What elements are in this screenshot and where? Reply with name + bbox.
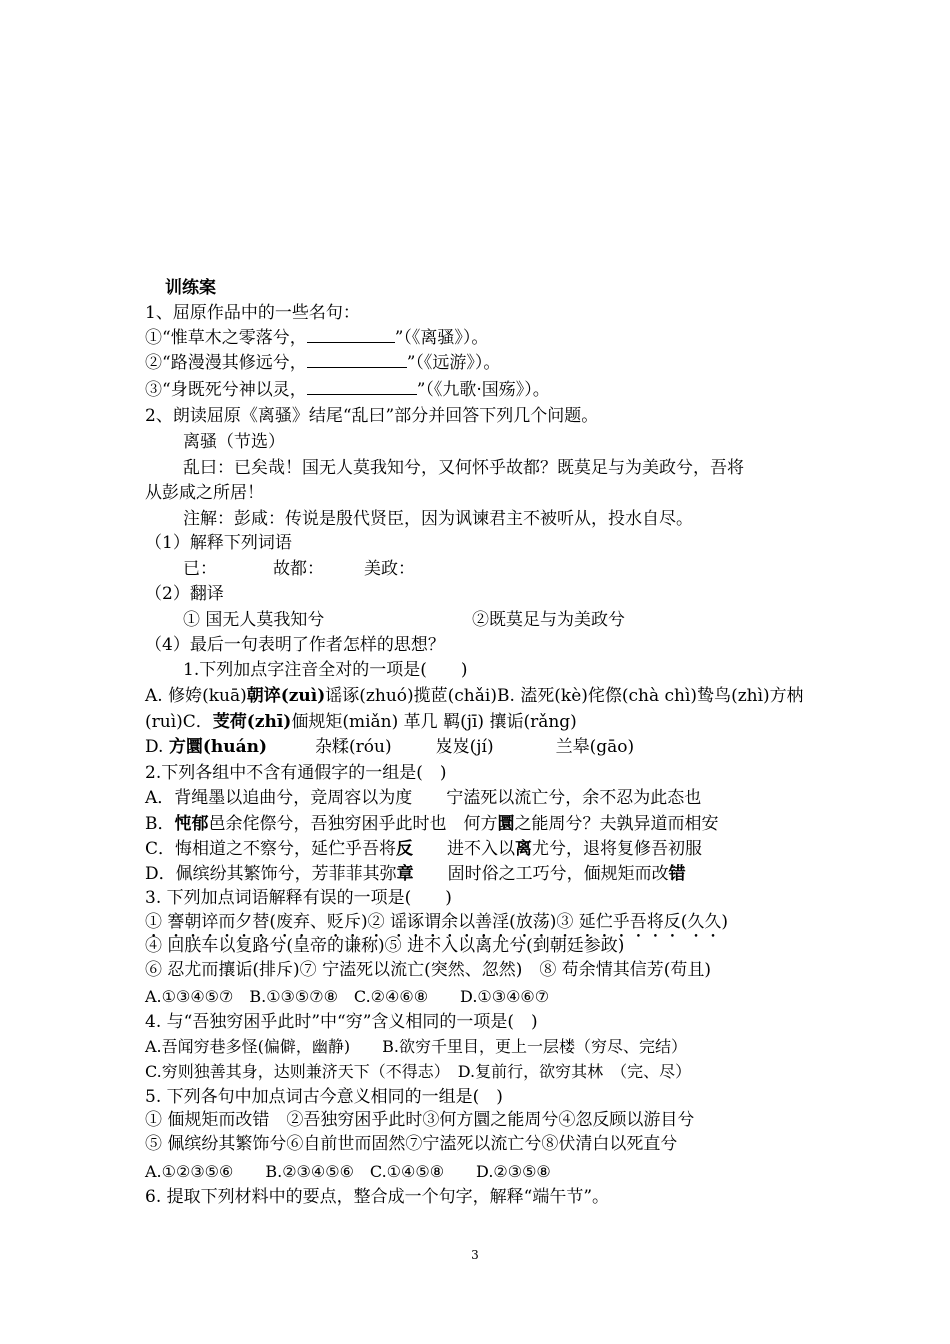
- q1-line-1-text: ①“惟草木之零落兮，: [145, 328, 307, 348]
- m4-line-2: C.穷则独善其身，达则兼济天下（不得志） D.复前行，欲穷其林 （完、尽）: [145, 1062, 692, 1081]
- m1-d-bold: 方圜(huán): [168, 737, 268, 757]
- m2-b-text: 邑余侘傺兮，吾独穷困乎此时也 何方: [208, 814, 498, 834]
- m2-option-a: A．背绳墨以追曲兮，竞周容以为度 宁溘死以流亡兮，余不忍为此态也: [145, 788, 702, 808]
- q1-line-2: [145, 351, 500, 375]
- m1-c-bold: 芰荷(zhī): [212, 712, 292, 732]
- q2-part-4: （4）最后一句表明了作者怎样的思想？: [145, 635, 445, 655]
- m3-options: A.①③④⑤⑦ B.①③⑤⑦⑧ C.②④⑥⑧ D.①③④⑥⑦: [145, 987, 550, 1006]
- m2-b-label: B．: [145, 814, 175, 834]
- q2-part-1: （1）解释下列词语: [145, 533, 292, 553]
- passage-note: 注解：彭咸：传说是殷代贤臣，因为讽谏君主不被听从，投水自尽。: [183, 509, 693, 529]
- word-gudu: 故都：: [273, 559, 324, 579]
- fill-blank-1[interactable]: [307, 326, 395, 343]
- m5-line-2: ⑤ 佩缤纷其繁饰兮⑥自前世而固然⑦宁溘死以流亡兮⑧伏清白以死直兮: [145, 1134, 678, 1154]
- m2-stem: 2.下列各组中不含有通假字的一组是( ): [145, 763, 447, 783]
- m1-a-rest: 谣诼(zhuó)揽茝(chǎi)B. 溘死(kè)侘傺(chà chì)鸷鸟(zhì)方枘: [325, 686, 804, 706]
- m1-option-d: [145, 735, 634, 759]
- passage-line-1: 乱曰：已矣哉！国无人莫我知兮，又何怀乎故都？既莫足与为美政兮，吾将: [183, 458, 744, 478]
- m2-d-text-2: 固时俗之工巧兮，偭规矩而改: [413, 864, 669, 884]
- m2-option-d: [145, 862, 686, 886]
- m2-option-c: [145, 837, 702, 861]
- m1-stem: 1.下列加点字注音全对的一项是( ): [183, 660, 468, 680]
- m2-c-text: C．悔相道之不察兮，延伫乎吾将: [145, 839, 397, 859]
- q2-part-2: （2）翻译: [145, 584, 224, 604]
- m5-line-1: ① 偭规矩而改错 ②吾独穷困乎此时③何方圜之能周兮④忽反顾以游目兮: [145, 1110, 695, 1130]
- m5-options: A.①②③⑤⑥ B.②③④⑤⑥ C.①④⑤⑧ D.②③⑤⑧: [145, 1162, 551, 1181]
- page-number: 3: [471, 1248, 479, 1262]
- q1-line-1-source: ”（《离骚》）。: [394, 328, 489, 348]
- m1-d-label: D.: [145, 737, 169, 757]
- q1-line-3-source: ”（《九歌·国殇》）。: [416, 380, 550, 400]
- passage-line-2: 从彭咸之所居！: [145, 483, 264, 503]
- q2-translate-2: ②既莫足与为美政兮: [472, 610, 625, 630]
- q2-words: [183, 557, 415, 581]
- m2-option-b: [145, 812, 719, 836]
- m3-stem: 3. 下列加点词语解释有误的一项是( ): [145, 888, 452, 908]
- m1-a-part: A. 修姱(kuā): [145, 686, 247, 706]
- fill-blank-3[interactable]: [307, 378, 417, 395]
- section-title: 训练案: [165, 278, 216, 298]
- m6-stem: 6. 提取下列材料中的要点，整合成一个句字，解释“端午节”。: [145, 1187, 610, 1207]
- m1-c-part: (ruì)C．: [145, 712, 213, 732]
- m5-stem: 5. 下列各句中加点词古今意义相同的一组是( ): [145, 1087, 503, 1107]
- m2-d-text: D．佩缤纷其繁饰兮，芳菲菲其弥: [145, 864, 397, 884]
- m2-c-text-2: 进不入以: [413, 839, 516, 859]
- m2-c-bold-1: 反: [396, 839, 414, 859]
- m1-d-word-4: 兰皋(gāo): [555, 737, 635, 757]
- fill-blank-2[interactable]: [307, 351, 407, 368]
- q1-stem: 1、屈原作品中的一些名句：: [145, 303, 360, 323]
- m1-c-rest: 偭规矩(miǎn) 革几 羁(jī) 攘诟(rǎng): [291, 712, 577, 732]
- m4-stem: 4. 与“吾独穷困乎此时”中“穷”含义相同的一项是( ): [145, 1012, 538, 1032]
- m2-c-rest: 尤兮，退将复修吾初服: [532, 839, 703, 859]
- m2-b-bold-2: 圜: [497, 814, 515, 834]
- m3-line-1: ① 謇朝谇而夕替(废弃、贬斥)② 谣诼谓余以善淫(放荡)③ 延伫乎吾将反(久久): [145, 912, 729, 932]
- m2-c-bold-2: 离: [515, 839, 533, 859]
- word-yi: 已：: [183, 559, 217, 579]
- q1-line-3: [145, 378, 550, 402]
- m4-line-1: A.吾闻穷巷多怪(偏僻，幽静) B.欲穷千里目，更上一层楼（穷尽、完结）: [145, 1037, 687, 1056]
- q1-line-2-text: ②“路漫漫其修远兮，: [145, 353, 307, 373]
- m2-b-rest: 之能周兮？夫孰异道而相安: [514, 814, 719, 834]
- q1-line-2-source: ”（《远游》）。: [406, 353, 501, 373]
- m3-line-2: ④ 回朕车以复路兮(皇帝的谦称)⑤ 进不入以离尤兮(到朝廷参政): [145, 936, 625, 956]
- m1-option-a-b: [145, 684, 804, 708]
- q1-line-1: [145, 326, 488, 350]
- word-meizheng: 美政：: [364, 559, 415, 579]
- m1-d-word-2: 杂糅(róu): [315, 737, 392, 757]
- q2-translate-1: ① 国无人莫我知兮: [183, 610, 325, 630]
- m2-d-bold-1: 章: [396, 864, 414, 884]
- m2-b-bold-1: 忳郁: [174, 814, 209, 834]
- q2-stem: 2、朗读屈原《离骚》结尾“乱曰”部分并回答下列几个问题。: [145, 406, 599, 426]
- passage-title: 离骚（节选）: [183, 432, 285, 452]
- m1-option-c: [145, 710, 577, 734]
- m2-d-bold-2: 错: [668, 864, 686, 884]
- m1-d-word-3: 岌岌(jí): [435, 737, 494, 757]
- q1-line-3-text: ③“身既死兮神以灵，: [145, 380, 307, 400]
- m3-line-3: ⑥ 忍尤而攘诟(排斥)⑦ 宁溘死以流亡(突然、忽然) ⑧ 苟余情其信芳(苟且): [145, 960, 712, 980]
- m1-a-bold: 朝谇(zuì): [246, 686, 326, 706]
